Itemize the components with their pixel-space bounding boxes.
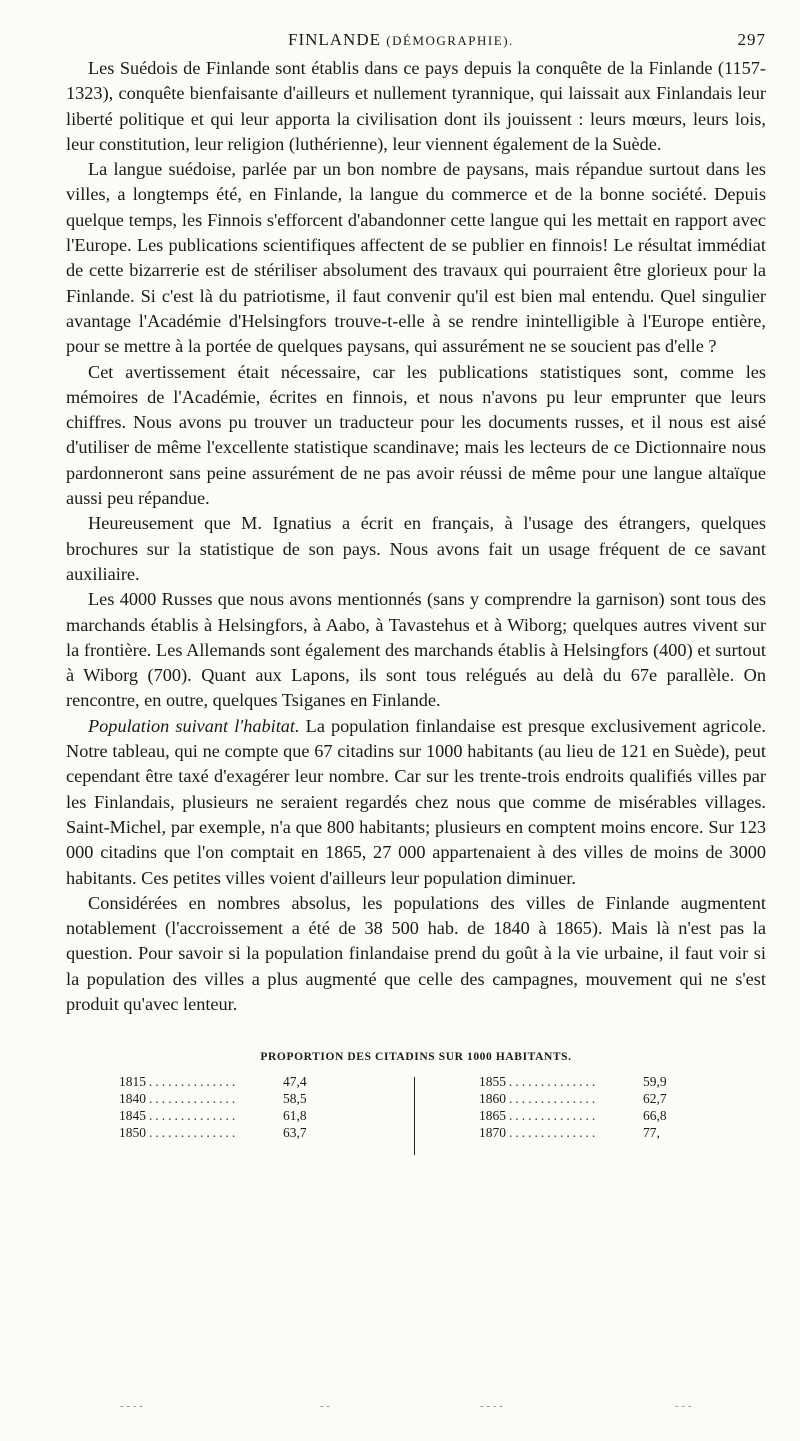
leader-dots: .............. [509,1091,599,1107]
paragraph-avertissement: Cet avertissement était nécessaire, car les publications statistiques sont, comme les mémoires de l'Académie, écrites en finnois, et nous n'avons pu leur emprunter que leurs chiffres. Nous avons pu trouver un traducteur pour les documents russes, et il nous est aisé d'utiliser de même l'excellente statistique scandinave; mais les lecteurs de ce Dictionnaire nous pardonneront sans peine assurément de ne pas avoir réussi de même pour une langue altaïque aussi peu répandue. [66,361,766,509]
table-row [479,1124,679,1141]
leader-dots: .............. [149,1125,239,1141]
table-row [479,1073,679,1090]
table-year: 1860 [479,1091,506,1107]
column-divider [414,1077,415,1155]
table-value: 62,7 [643,1091,667,1107]
table-year: 1840 [119,1091,146,1107]
table-row [119,1090,319,1107]
page-number: 297 [737,30,766,49]
header-subtitle: (DÉMOGRAPHIE). [386,33,514,48]
table-row [119,1107,319,1124]
leader-dots: .............. [509,1074,599,1090]
table-column-left [119,1073,319,1141]
table-value: 77, [643,1125,660,1141]
paragraph-nombres-absolus: Considérées en nombres absolus, les populations des villes de Finlande augmentent notablement (l'accroissement a été de 38 500 hab. de 1840 à 1865). Mais là n'est pas la question. Pour savoir si la population finlandaise prend du goût à la vie urbaine, il faut voir si la population des villes a plus augmenté que celle des campagnes, mouvement qui ne s'est produit qu'avec lenteur. [66,892,766,1014]
table-column-right [479,1073,679,1141]
table-year: 1855 [479,1074,506,1090]
table-row [479,1090,679,1107]
table-row [119,1124,319,1141]
page-header-title [288,30,514,50]
leader-dots: .............. [149,1091,239,1107]
table-value: 47,4 [283,1074,307,1090]
table-value: 66,8 [643,1108,667,1124]
table-value: 63,7 [283,1125,307,1141]
habitat-text: La population finlandaise est presque exclusivement agricole. Notre tableau, qui ne compte que 67 citadins sur 1000 habitants (au lieu de 121 en Suède), peut cependant être taxé d'exagérer leur nombre. Car sur les trente-trois endroits qualifiés villes par les Finlandais, plusieurs ne seraient regardés chez nous que comme de misérables villages. Saint-Michel, par exemple, n'a que 800 habitants; plusieurs en comptent moins encore. Sur 123 000 citadins que l'on comptait en 1865, 27 000 appartenaient à des villes de moins de 3000 habitants. Ces petites villes voient d'ailleurs leur population diminuer. [66,715,766,888]
table-value: 61,8 [283,1108,307,1124]
paragraph-russes: Les 4000 Russes que nous avons mentionnés (sans y comprendre la garnison) sont tous des marchands établis à Helsingfors, à Aabo, à Tavastehus et à Wiborg; quelques autres vivent sur la frontière. Les Allemands sont également des marchands établis à Helsingfors (400) et surtout à Wiborg (700). Quant aux Lapons, ils sont tous relégués au delà du 67e parallèle. On rencontre, en outre, quelques Tsiganes en Finlande. [66,589,766,711]
document-page [66,30,766,1155]
scan-mark: - - - [675,1400,692,1412]
table-title: PROPORTION DES CITADINS SUR 1000 HABITANTS. [260,1051,572,1064]
scan-mark: - - [320,1400,331,1412]
table-year: 1850 [119,1125,146,1141]
table-year: 1870 [479,1125,506,1141]
habitat-lead: Population suivant l'habitat. [88,715,300,736]
running-head [66,30,766,56]
table-year: 1845 [119,1108,146,1124]
leader-dots: .............. [509,1125,599,1141]
header-title-text: FINLANDE [288,30,381,49]
paragraph-habitat [66,714,766,891]
citadins-table [66,1073,766,1155]
leader-dots: .............. [149,1074,239,1090]
table-row [479,1107,679,1124]
leader-dots: .............. [149,1108,239,1124]
scan-mark: - - - - [120,1400,143,1412]
leader-dots: .............. [509,1108,599,1124]
table-row [119,1073,319,1090]
scan-mark: - - - - [480,1400,503,1412]
table-year: 1815 [119,1074,146,1090]
table-value: 58,5 [283,1091,307,1107]
paragraph-langue-suedoise: La langue suédoise, parlée par un bon nombre de paysans, mais répandue surtout dans les villes, a longtemps été, en Finlande, la langue du commerce et de la bonne société. Depuis quelque temps, les Finnois s'efforcent d'abandonner cette langue qui les mettait en rapport avec l'Europe. Les publications scientifiques affectent de se publier en finnois! Le résultat immédiat de cette bizarrerie est de stériliser absolument des travaux qui pourraient être glorieux pour la Finlande. Si c'est là du patriotisme, il faut convenir qu'il est bien mal entendu. Quel singulier avantage l'Académie d'Helsingfors trouve-t-elle à se rendre inintelligible à l'Europe entière, pour se mettre à la portée de quelques paysans, qui assurément ne se soucient pas d'elle ? [66,159,766,357]
paragraph-suedois: Les Suédois de Finlande sont établis dans ce pays depuis la conquête de la Finlande (1157-1323), conquête bienfaisante d'ailleurs et nullement tyrannique, qui laissait aux Finlandais leur liberté politique et qui leur apporta la civilisation dont ils jouissent : leurs mœurs, leurs lois, leur constitution, leur religion (luthérienne), leur viennent également de la Suède. [66,58,766,154]
table-year: 1865 [479,1108,506,1124]
paragraph-ignatius: Heureusement que M. Ignatius a écrit en français, à l'usage des étrangers, quelques brochures sur la statistique de son pays. Nous avons fait un usage fréquent de ce savant auxiliaire. [66,513,766,584]
table-value: 59,9 [643,1074,667,1090]
